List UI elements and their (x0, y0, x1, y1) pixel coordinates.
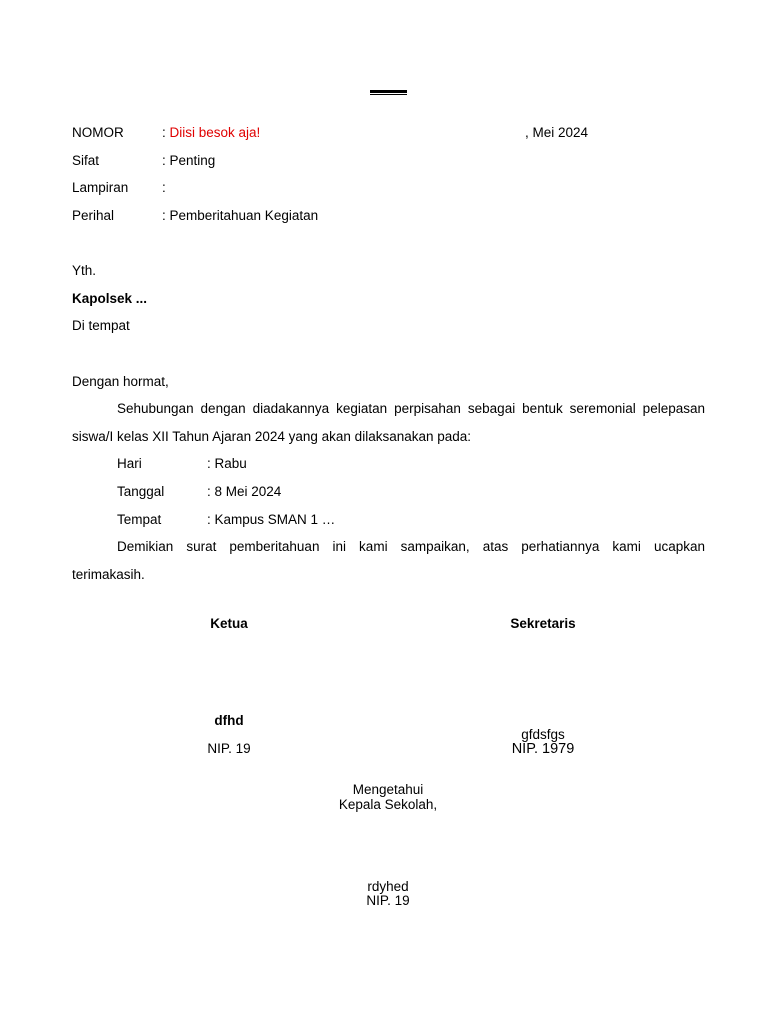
detail-tempat-label: Tempat (117, 512, 162, 527)
closing-line-1: Demikian surat pemberitahuan ini kami sampaikan, atas perhatiannya kami ucapkan (117, 539, 705, 554)
signature-right-name: gfdsfgs (521, 727, 565, 742)
recipient-location: Di tempat (72, 318, 130, 333)
detail-hari-value: : Rabu (207, 456, 247, 471)
signature-left-name: dfhd (214, 713, 244, 728)
detail-tempat-value: : Kampus SMAN 1 … (207, 512, 336, 527)
recipient-name: Kapolsek ... (72, 291, 148, 306)
approval-line-2: Kepala Sekolah, (338, 797, 438, 812)
sifat-value: : Penting (162, 153, 216, 168)
approval-nip: NIP. 19 (366, 893, 410, 908)
detail-tanggal-value: : 8 Mei 2024 (207, 484, 282, 499)
letter-date: , Mei 2024 (525, 125, 589, 140)
signature-right-title: Sekretaris (510, 616, 576, 631)
header-divider (370, 90, 407, 95)
nomor-label: NOMOR (72, 125, 124, 140)
closing-line-2: terimakasih. (72, 567, 145, 582)
signature-left-nip: NIP. 19 (207, 741, 251, 756)
sifat-label: Sifat (72, 153, 100, 168)
approval-line-1: Mengetahui (352, 782, 424, 797)
nomor-value-text: Diisi besok aja! (169, 125, 261, 140)
salutation: Dengan hormat, (72, 374, 169, 389)
recipient-greeting: Yth. (72, 263, 97, 278)
detail-tanggal-label: Tanggal (117, 484, 165, 499)
signature-right-nip: NIP. 1979 (511, 741, 575, 757)
signature-left-title: Ketua (210, 616, 248, 631)
lampiran-value: : (162, 180, 166, 195)
detail-hari-label: Hari (117, 456, 142, 471)
lampiran-label: Lampiran (72, 180, 129, 195)
nomor-value: : Diisi besok aja! (162, 125, 261, 140)
approval-name: rdyhed (367, 879, 409, 894)
perihal-label: Perihal (72, 208, 115, 223)
paragraph-1-line-1: Sehubungan dengan diadakannya kegiatan perpisahan sebagai bentuk seremonial pelepasan (117, 401, 705, 416)
paragraph-1-line-2: siswa/I kelas XII Tahun Ajaran 2024 yang akan dilaksanakan pada: (72, 429, 472, 444)
perihal-value: : Pemberitahuan Kegiatan (162, 208, 319, 223)
